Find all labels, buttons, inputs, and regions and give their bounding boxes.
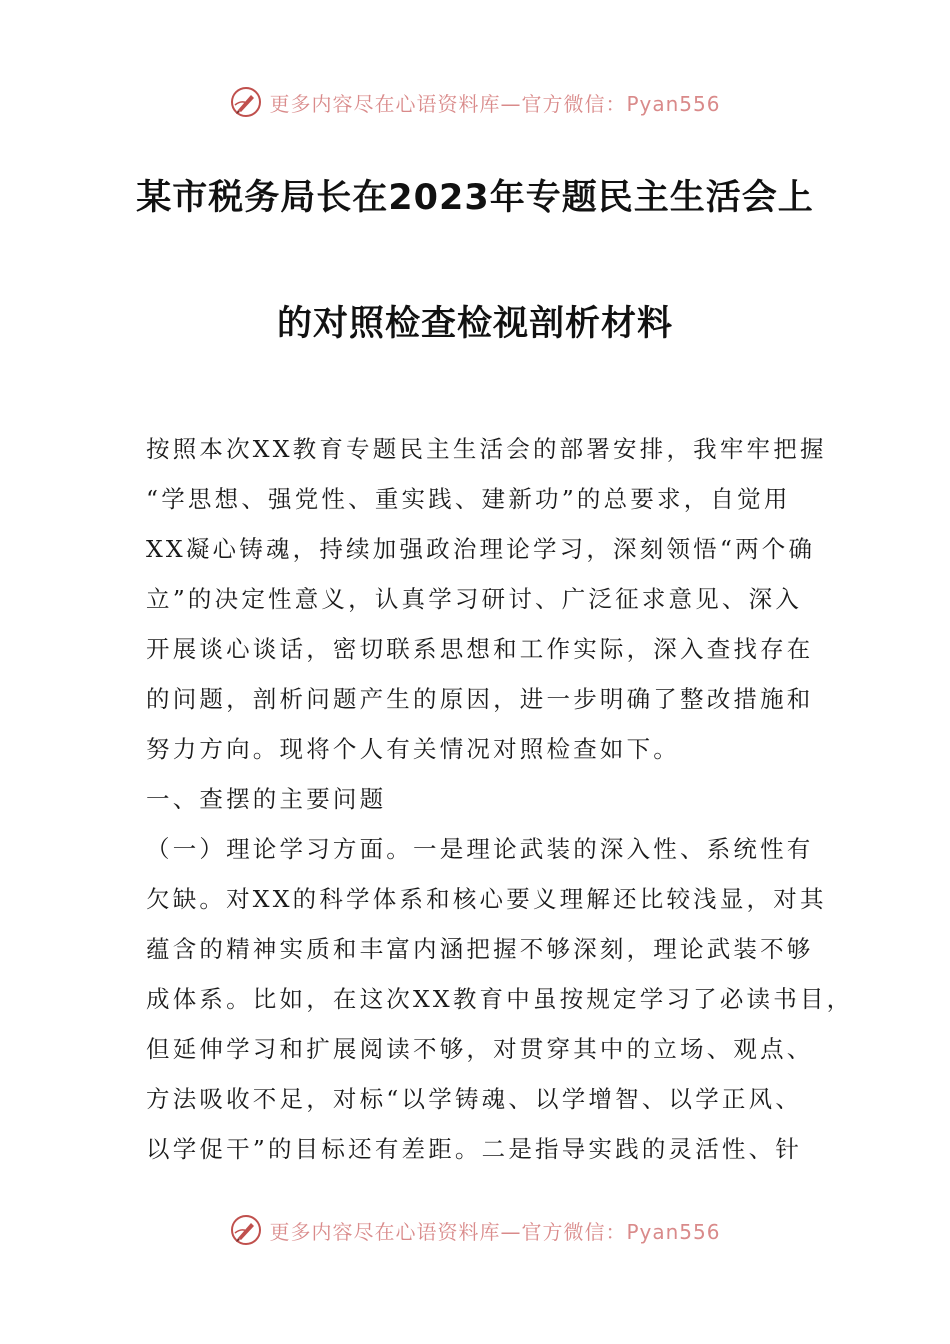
document-body — [146, 424, 854, 1174]
body-line: “学思想、强党性、重实践、建新功”的总要求，自觉用 — [146, 485, 791, 513]
body-line: 的问题，剖析问题产生的原因，进一步明确了整改措施和 — [146, 685, 814, 713]
body-line: 努力方向。现将个人有关情况对照检查如下。 — [146, 735, 680, 763]
body-line: 立”的决定性意义，认真学习研讨、广泛征求意见、深入 — [146, 585, 803, 613]
watermark-text: 更多内容尽在心语资料库—官方微信：Pyan556 — [269, 91, 721, 116]
body-line: 以学促干”的目标还有差距。二是指导实践的灵活性、针 — [146, 1135, 803, 1163]
watermark-text: 更多内容尽在心语资料库—官方微信：Pyan556 — [269, 1219, 721, 1244]
body-line: （一）理论学习方面。一是理论武装的深入性、系统性有 — [146, 835, 814, 863]
body-line: 按照本次XX教育专题民主生活会的部署安排，我牢牢把握 — [146, 435, 827, 463]
pen-logo-icon — [229, 85, 263, 119]
body-line: 开展谈心谈话，密切联系思想和工作实际，深入查找存在 — [146, 635, 814, 663]
body-line: 成体系。比如，在这次XX教育中虽按规定学习了必读书目， — [146, 985, 854, 1013]
body-line: XX凝心铸魂，持续加强政治理论学习，深刻领悟“两个确 — [146, 535, 816, 563]
body-line: 欠缺。对XX的科学体系和核心要义理解还比较浅显，对其 — [146, 885, 827, 913]
watermark-banner-bottom — [0, 1210, 950, 1250]
body-line: 蕴含的精神实质和丰富内涵把握不够深刻，理论武装不够 — [146, 935, 814, 963]
body-line: 但延伸学习和扩展阅读不够，对贯穿其中的立场、观点、 — [146, 1035, 814, 1063]
document-title-line-1: 某市税务局长在2023年专题民主生活会上 — [136, 178, 814, 218]
watermark-banner-top — [0, 82, 950, 122]
document-title-line-2: 的对照检查检视剖析材料 — [276, 304, 673, 344]
pen-logo-icon — [229, 1213, 263, 1247]
body-line: 方法吸收不足，对标“以学铸魂、以学增智、以学正风、 — [146, 1085, 803, 1113]
section-heading: 一、查摆的主要问题 — [146, 785, 387, 813]
